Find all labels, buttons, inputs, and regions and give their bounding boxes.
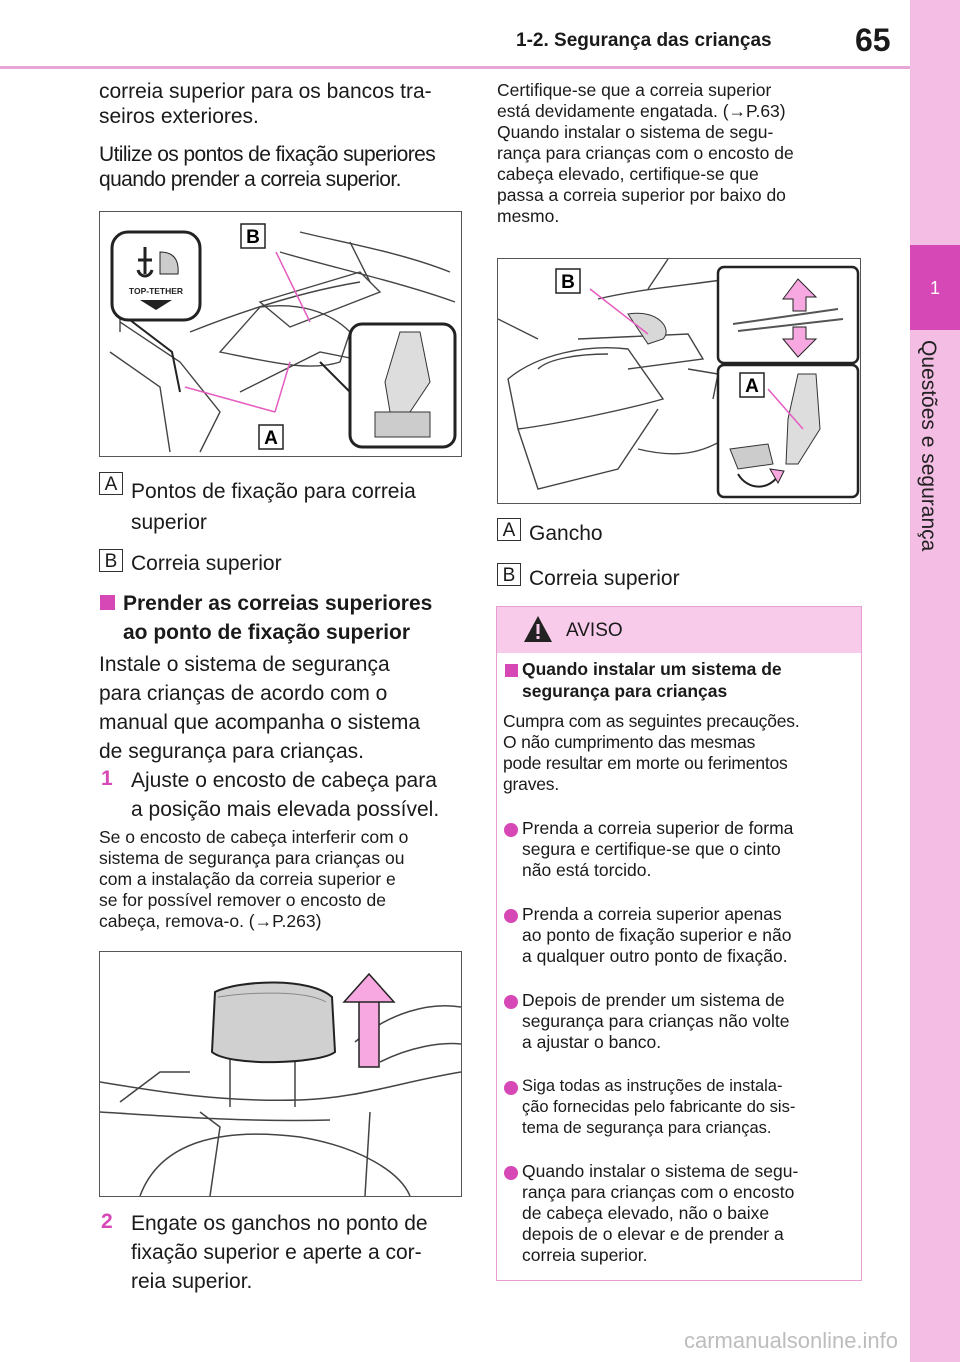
section-title: Prender as correias superiores ao ponto de fixação superior (123, 592, 433, 644)
legend-letter-b: B (99, 549, 123, 572)
step-2-number: 2 (101, 1210, 113, 1233)
warning-bullet-dot (504, 909, 518, 923)
step-2-text: Engate os ganchos no ponto de fixação superior e aperte a cor- reia superior. (131, 1212, 428, 1293)
figure-headrest-raised (99, 951, 462, 1197)
top-tether-badge-text: TOP-TETHER (128, 286, 184, 296)
up-arrow-icon (344, 974, 394, 1002)
legend-letter-b-right: B (497, 563, 521, 586)
warning-intro: Cumpra com as seguintes precauções. O não cumprimento das mesmas pode resultar em morte ou ferimentos graves. (503, 711, 800, 794)
page-number: 65 (855, 22, 891, 58)
header-rule (0, 66, 910, 69)
warning-heading: Quando instalar um sistema de segurança para crianças (522, 659, 782, 701)
figure-hook-engaged (497, 258, 861, 504)
fig1-label-b: B (246, 227, 260, 248)
warning-bullet-dot (504, 1081, 518, 1095)
figure-2-drawing (100, 952, 461, 1196)
warning-title: AVISO (566, 620, 623, 641)
figure-top-tether-anchor (99, 211, 462, 457)
warning-bullet-dot (504, 823, 518, 837)
figure-3-drawing (498, 259, 860, 503)
fig3-label-a: A (745, 376, 759, 397)
left-paragraph-1: correia superior para os bancos tra- seiros exteriores. (99, 80, 432, 128)
fig3-label-b: B (561, 272, 575, 293)
warning-bullet-dot (504, 1166, 518, 1180)
section-bullet (100, 595, 115, 610)
warning-heading-bullet (505, 664, 518, 677)
chapter-number: 1 (929, 278, 940, 298)
warning-bullet-1: Prenda a correia superior de forma segura e certifique-se que o cinto não está torcido. (522, 818, 794, 880)
headrest-shape (212, 982, 335, 1062)
left-paragraph-2: Utilize os pontos de fixação superiores quando prender a correia superior. (99, 143, 436, 191)
warning-bullet-3: Depois de prender um sistema de segurança para crianças não volte a ajustar o banco. (522, 990, 790, 1052)
warning-bullet-2: Prenda a correia superior apenas ao ponto de fixação superior e não a qualquer outro ponto de fixação. (522, 904, 792, 966)
legend-a-text-right: Gancho (529, 522, 603, 545)
warning-triangle-icon (522, 614, 554, 644)
warning-bullet-5: Quando instalar o sistema de segu- rança para crianças com o encosto de cabeça elevado, não o baixe depois de o elevar e de prender a correia superior. (522, 1161, 799, 1265)
fig1-label-a: A (264, 428, 278, 449)
figure-1-drawing (100, 212, 461, 456)
legend-b-text: Correia superior (131, 552, 282, 575)
watermark-text: carmanualsonline.info (684, 1328, 899, 1353)
legend-b-text-right: Correia superior (529, 567, 680, 590)
step-1-number: 1 (101, 767, 113, 790)
step-1-note: Se o encosto de cabeça interferir com o sistema de segurança para crianças ou com a instalação da correia superior e se for possível remover o encosto de cabeça, remova-o. (→P.263) (99, 827, 409, 931)
intro-paragraph: Instale o sistema de segurança para crianças de acordo com o manual que acompanha o sistema de segurança para crianças. (99, 653, 421, 763)
legend-a-text: Pontos de fixação para correia superior (131, 480, 416, 534)
right-paragraph-1: Certifique-se que a correia superior está devidamente engatada. (→P.63) Quando instalar o sistema de segu- rança para crianças com o encosto de cabeça elevado, certifique-se que passa a correia superior por baixo do mesmo. (497, 80, 794, 226)
legend-letter-a-right: A (497, 518, 521, 541)
warning-bullet-dot (504, 995, 518, 1009)
arrow-shaft (359, 997, 379, 1067)
chapter-side-tab (910, 0, 960, 1362)
step-1-text: Ajuste o encosto de cabeça para a posição mais elevada possível. (131, 769, 440, 821)
inset-strap-frame (718, 267, 858, 363)
warning-bullet-4: Siga todas as instruções de instala- ção fornecidas pelo fabricante do sis- tema de segurança para crianças. (522, 1077, 796, 1137)
running-header: 1-2. Segurança das crianças (516, 30, 772, 51)
chapter-label: Questões e segurança (917, 340, 940, 552)
legend-letter-a: A (99, 472, 123, 495)
